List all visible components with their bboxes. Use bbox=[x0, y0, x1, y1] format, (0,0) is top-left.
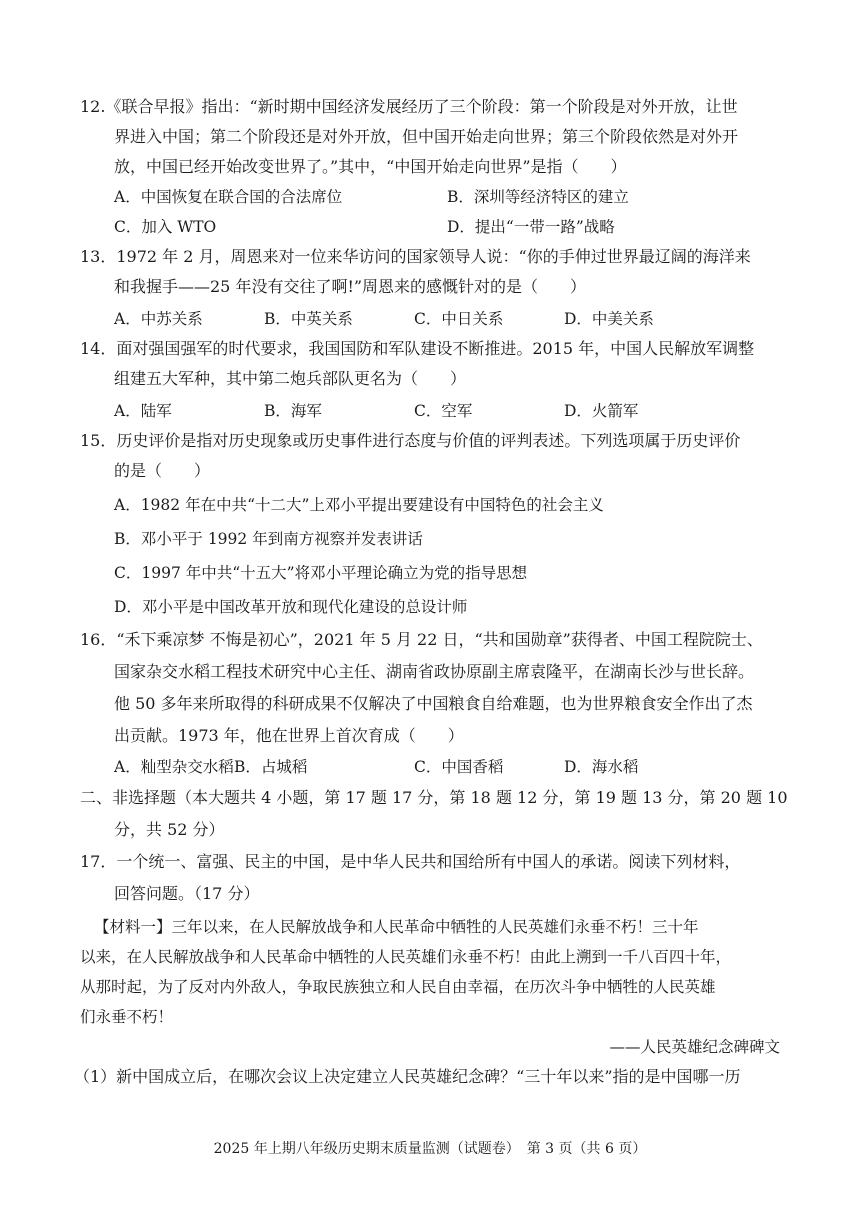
question-text-line: 17．一个统一、富强、民主的中国，是中华人民共和国给所有中国人的承诺。阅读下列材料， bbox=[80, 852, 741, 871]
option-d: D．邓小平是中国改革开放和现代化建设的总设计师 bbox=[114, 598, 468, 616]
question-13 bbox=[80, 242, 780, 334]
option-a: A．中苏关系 bbox=[114, 310, 203, 328]
material-line: 从那时起，为了反对内外敌人，争取民族独立和人民自由幸福，在历次斗争中牺牲的人民英雄 bbox=[80, 978, 716, 996]
option-c: C．加入 WTO bbox=[114, 218, 217, 236]
question-15 bbox=[80, 426, 780, 622]
question-text-line: 国家杂交水稻工程技术研究中心主任、湖南省政协原副主席袁隆平，在湖南长沙与世长辞。 bbox=[114, 662, 755, 681]
option-d: D．海水稻 bbox=[564, 758, 639, 776]
option-c: C．空军 bbox=[414, 402, 473, 420]
question-text-line: 放，中国已经开始改变世界了。”其中，“中国开始走向世界”是指（ ） bbox=[114, 157, 627, 176]
page-content bbox=[74, 92, 788, 1092]
section-heading-line: 分，共 52 分） bbox=[114, 820, 225, 839]
options-row bbox=[80, 212, 780, 242]
option-c: C．中国香稻 bbox=[414, 758, 504, 776]
question-text-line: 的是（ ） bbox=[114, 461, 211, 480]
section-2-heading bbox=[80, 782, 788, 846]
option-a: A．1982 年在中共“十二大”上邓小平提出要建设有中国特色的社会主义 bbox=[114, 496, 604, 514]
options-row bbox=[80, 182, 780, 212]
option-a: A．陆军 bbox=[114, 402, 172, 420]
question-16 bbox=[80, 624, 780, 782]
question-text-line: 出贡献。1973 年，他在世界上首次育成（ ） bbox=[114, 726, 464, 745]
option-a: A．籼型杂交水稻 bbox=[114, 758, 234, 776]
material-1 bbox=[80, 912, 780, 1032]
question-text-line: 和我握手——25 年没有交往了啊!”周恩来的感慨针对的是（ ） bbox=[114, 277, 587, 296]
question-text-line: 界进入中国；第二个阶段还是对外开放，但中国开始走向世界；第三个阶段依然是对外开 bbox=[114, 127, 739, 146]
page-footer: 2025 年上期八年级历史期末质量监测（试题卷） 第 3 页（共 6 页） bbox=[213, 1141, 647, 1157]
question-text-line: 13．1972 年 2 月，周恩来对一位来华访问的国家领导人说：“你的手伸过世界最辽阔的海洋来 bbox=[80, 247, 751, 266]
option-b: B．邓小平于 1992 年到南方视察并发表讲话 bbox=[114, 530, 423, 548]
question-text-line: 12.《联合早报》指出：“新时期中国经济发展经历了三个阶段：第一个阶段是对外开放，让世 bbox=[80, 97, 738, 116]
question-text-line: 15．历史评价是指对历史现象或历史事件进行态度与价值的评判表述。下列选项属于历史评价 bbox=[80, 431, 741, 450]
material-line: 们永垂不朽！ bbox=[80, 1008, 174, 1026]
option-c: C．1997 年中共“十五大”将邓小平理论确立为党的指导思想 bbox=[114, 564, 528, 582]
options-row bbox=[80, 396, 780, 426]
option-b: B．深圳等经济特区的建立 bbox=[447, 188, 629, 206]
option-c: C．中日关系 bbox=[414, 310, 504, 328]
question-text-line: 回答问题。（17 分） bbox=[114, 884, 260, 903]
question-17 bbox=[74, 846, 780, 1092]
option-d: D．中美关系 bbox=[564, 310, 654, 328]
question-14 bbox=[80, 334, 780, 426]
question-text-line: 组建五大军种，其中第二炮兵部队更名为（ ） bbox=[114, 369, 467, 388]
sub-question-1: （1）新中国成立后，在哪次会议上决定建立人民英雄纪念碑？“三十年以来”指的是中国哪一历 bbox=[74, 1067, 741, 1086]
material-line: 以来，在人民解放战争和人民革命中牺牲的人民英雄们永垂不朽！由此上溯到一千八百四十年， bbox=[80, 948, 732, 966]
option-b: B．海军 bbox=[264, 402, 322, 420]
material-source: ——人民英雄纪念碑碑文 bbox=[609, 1038, 780, 1056]
option-b: B．中英关系 bbox=[264, 310, 353, 328]
options-row bbox=[80, 304, 780, 334]
option-d: D．提出“一带一路”战略 bbox=[447, 218, 615, 236]
question-text-line: 16．“禾下乘凉梦 不悔是初心”，2021 年 5 月 22 日，“共和国勋章”获得者、中国工程院院士、 bbox=[80, 630, 763, 649]
question-text-line: 14．面对强国强军的时代要求，我国国防和军队建设不断推进。2015 年，中国人民解放军调整 bbox=[80, 339, 755, 358]
section-heading-line: 二、非选择题（本大题共 4 小题，第 17 题 17 分，第 18 题 12 分，第 19 题 13 分，第 20 题 10 bbox=[80, 788, 788, 807]
options-row bbox=[80, 752, 780, 782]
question-text-line: 他 50 多年来所取得的科研成果不仅解决了中国粮食自给难题，也为世界粮食安全作出了杰 bbox=[114, 694, 753, 713]
option-b: B．占城稻 bbox=[234, 758, 308, 776]
question-12 bbox=[80, 92, 780, 242]
material-line: 【材料一】三年以来，在人民解放战争和人民革命中牺牲的人民英雄们永垂不朽！三十年 bbox=[94, 918, 699, 936]
option-d: D．火箭军 bbox=[564, 402, 639, 420]
option-a: A．中国恢复在联合国的合法席位 bbox=[114, 188, 343, 206]
